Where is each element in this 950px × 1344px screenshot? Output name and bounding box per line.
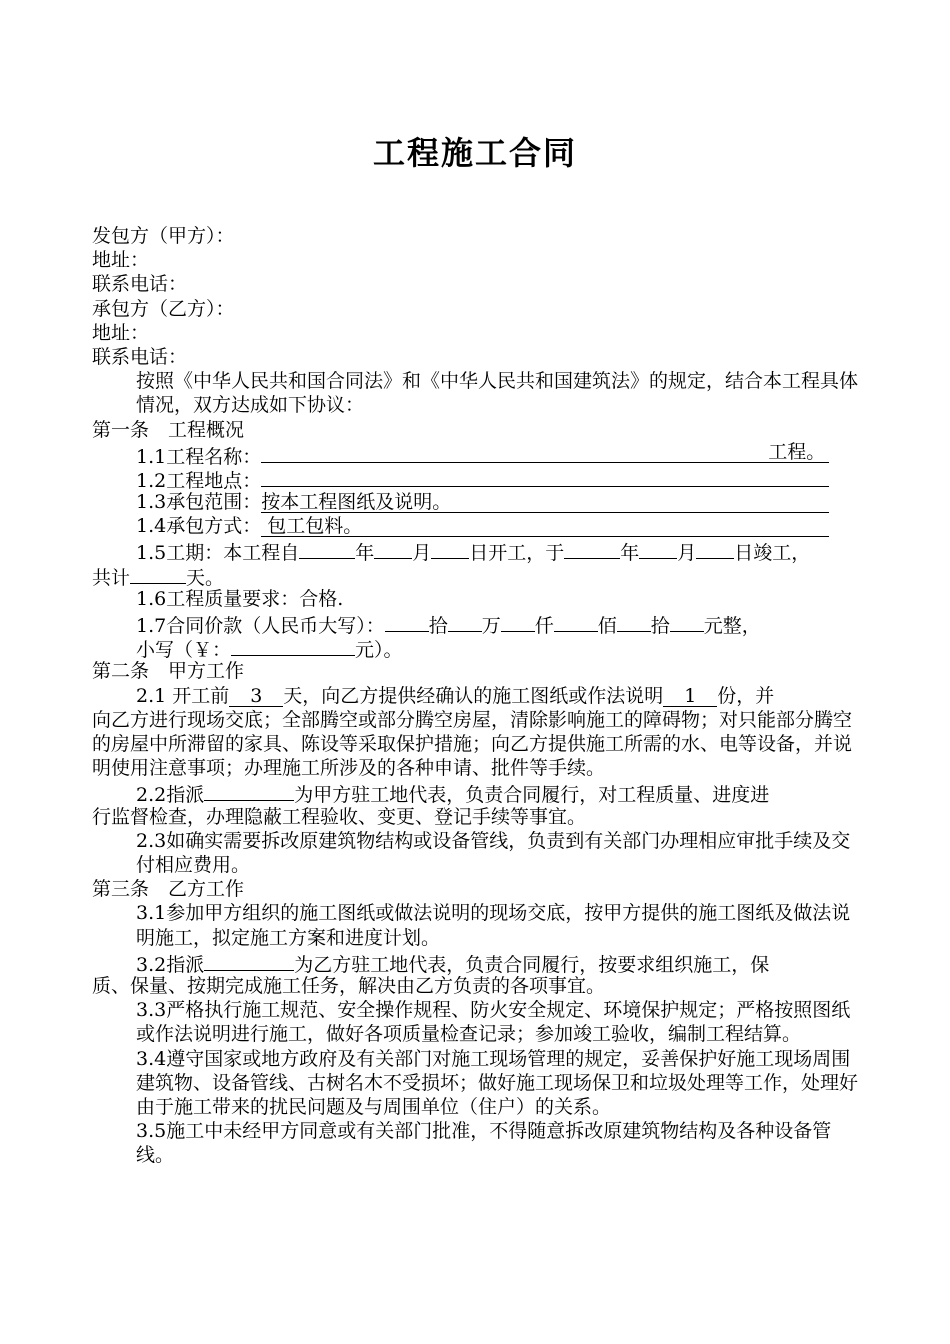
- method-field: [261, 516, 829, 537]
- price-blank: [385, 611, 429, 632]
- clause-text: 份，并: [717, 684, 775, 707]
- scope-row: [92, 490, 860, 514]
- copies-field: 1: [663, 686, 717, 707]
- month-label: 月: [677, 542, 697, 565]
- clause-text: 3.2指派: [136, 953, 205, 976]
- clause-2-2-first-line: [92, 780, 860, 807]
- period-text: 1.5工期：本工程自: [136, 542, 300, 565]
- project-location-row: [92, 466, 860, 490]
- price-blank: [501, 611, 535, 632]
- intro-paragraph: 按照《中华人民共和国合同法》和《中华人民共和国建筑法》的规定，结合本工程具体情况，双方达成如下协议：: [136, 370, 859, 417]
- start-year-blank: [299, 538, 355, 559]
- clause-3-1: 3.1参加甲方组织的施工图纸或做法说明的现场交底，按甲方提供的施工图纸及做法说明施工，拟定施工方案和进度计划。: [136, 902, 851, 949]
- price-small-suffix: 元）。: [355, 639, 403, 662]
- method-row: [92, 514, 860, 538]
- price-blank: [670, 611, 704, 632]
- price-blank: [554, 611, 598, 632]
- clause-3-5: 3.5施工中未经甲方同意或有关部门批准，不得随意拆改原建筑物结构及各种设备管线。: [136, 1120, 832, 1167]
- representative-blank: [204, 950, 294, 971]
- price-label: 1.7合同价款（人民币大写）：: [136, 615, 385, 638]
- clause-text: 2.2指派: [136, 784, 205, 807]
- price-row: [92, 611, 860, 638]
- start-label: 日开工，于: [469, 542, 565, 565]
- party-a-address: 地址：: [92, 249, 150, 272]
- party-b-address: 地址：: [92, 321, 150, 344]
- total-label: 共计: [92, 566, 131, 589]
- total-days-blank: [130, 563, 186, 584]
- article-3-heading: 第三条 乙方工作: [92, 878, 245, 901]
- start-month-blank: [374, 538, 412, 559]
- days-field: 3: [229, 686, 283, 707]
- clause-3-2-rest: 质、保量、按期完成施工任务，解决由乙方负责的各项事宜。: [92, 974, 606, 997]
- article-2-heading: 第二条 甲方工作: [92, 660, 245, 683]
- scope-label: 1.3承包范围：: [136, 491, 262, 514]
- price-small-label: 小写（￥：: [136, 639, 232, 662]
- period-row: [92, 538, 860, 565]
- clause-2-1-rest: 向乙方进行现场交底；全部腾空或部分腾空房屋，清除影响施工的障碍物；对只能部分腾空的房屋中所滞留的家具、陈设等采取保护措施；向乙方提供施工所需的水、电等设备，并说明使用注意事项；办理施工所涉及的各种申请、批件等手续。: [92, 708, 853, 780]
- price-small-blank: [231, 635, 355, 656]
- price-blank: [448, 611, 482, 632]
- party-a-label: 发包方（甲方）：: [92, 225, 235, 247]
- scope-value: 按本工程图纸及说明。: [261, 491, 452, 514]
- price-unit: 佰: [597, 615, 617, 638]
- price-small-row: [92, 635, 860, 662]
- clause-text: 为甲方驻工地代表，负责合同履行，对工程质量、进度进: [294, 784, 770, 807]
- clause-2-1-first-line: [92, 684, 860, 708]
- clause-3-4: 3.4遵守国家或地方政府及有关部门对施工现场管理的规定，妥善保护好施工现场周围建筑物、设备管线、古树名木不受损坏；做好施工现场保卫和垃圾处理等工作，处理好由于施工带来的扰民问题及与周围单位（住户）的关系。: [136, 1047, 859, 1118]
- clause-3-2-first-line: [92, 950, 860, 974]
- project-location-label: 1.2工程地点：: [136, 469, 262, 492]
- clause-2-2-rest: 行监督检查，办理隐蔽工程验收、变更、登记手续等事宜。: [92, 805, 587, 828]
- clause-3-3: 3.3严格执行施工规范、安全操作规程、防火安全规定、环境保护规定；严格按照图纸或作法说明进行施工，做好各项质量检查记录；参加竣工验收，编制工程结算。: [136, 999, 851, 1046]
- price-unit: 拾: [428, 615, 448, 638]
- price-blank: [617, 611, 651, 632]
- period-total-row: [92, 563, 860, 587]
- year-label: 年: [355, 542, 375, 565]
- end-year-blank: [564, 538, 620, 559]
- party-b-label: 承包方（乙方）：: [92, 297, 235, 320]
- days-label: 天。: [186, 566, 225, 589]
- month-label: 月: [412, 542, 432, 565]
- clause-text: 天，向乙方提供经确认的施工图纸或作法说明: [283, 684, 664, 707]
- party-a-phone: 联系电话：: [92, 273, 188, 296]
- scope-field: [261, 492, 829, 513]
- page-title: 工程施工合同: [372, 134, 577, 172]
- contract-body: [92, 224, 860, 1168]
- project-name-label: 1.1工程名称：: [136, 445, 262, 468]
- party-b-phone: 联系电话：: [92, 345, 188, 368]
- price-unit: 元整，: [703, 615, 761, 638]
- project-name-row: [92, 442, 860, 466]
- year-label: 年: [620, 542, 640, 565]
- end-day-blank: [696, 538, 734, 559]
- end-label: 日竣工，: [734, 542, 811, 565]
- project-name-field: [261, 442, 829, 463]
- article-1-heading: 第一条 工程概况: [92, 418, 245, 441]
- end-month-blank: [639, 538, 677, 559]
- price-unit: 仟: [534, 615, 554, 638]
- representative-blank: [204, 780, 294, 801]
- project-name-suffix: 工程。: [768, 440, 826, 463]
- project-location-field: [261, 466, 829, 487]
- start-day-blank: [431, 538, 469, 559]
- clause-text: 为乙方驻工地代表，负责合同履行，按要求组织施工，保: [294, 953, 770, 976]
- method-value: 包工包料。: [267, 515, 363, 538]
- method-label: 1.4承包方式：: [136, 515, 262, 538]
- price-unit: 拾: [650, 615, 670, 638]
- clause-text: 2.1 开工前: [136, 684, 230, 707]
- price-unit: 万: [481, 615, 501, 638]
- clause-2-3: 2.3如确实需要拆改原建筑物结构或设备管线，负责到有关部门办理相应审批手续及交付相应费用。: [136, 829, 851, 876]
- quality-row: 1.6工程质量要求：合格.: [136, 587, 344, 610]
